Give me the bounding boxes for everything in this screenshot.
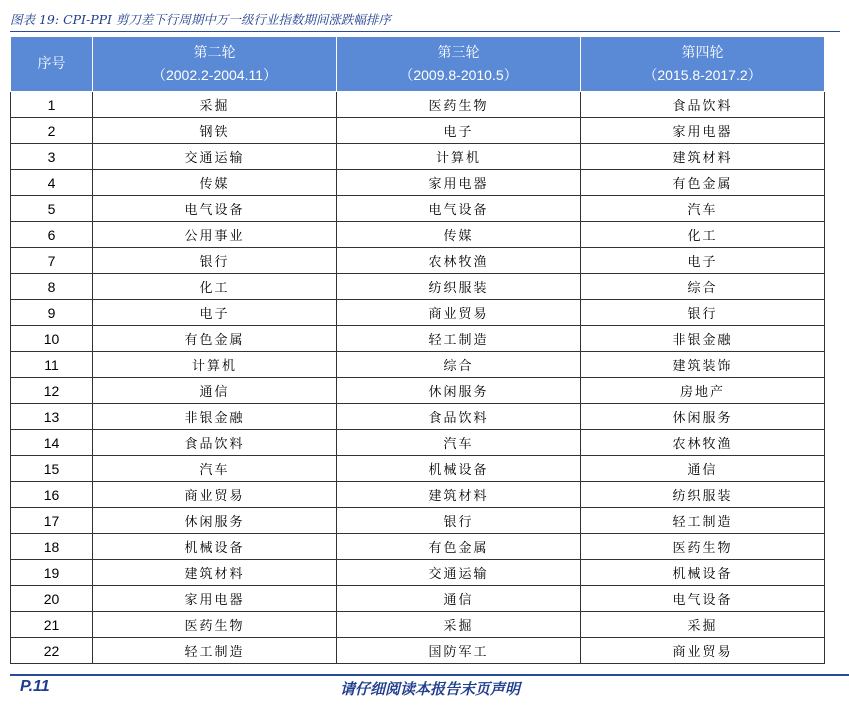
- round-2-cell: 银行: [93, 248, 337, 274]
- round-4-cell: 休闲服务: [581, 404, 825, 430]
- round-4-cell: 通信: [581, 456, 825, 482]
- header-cell-round-4: [581, 37, 825, 92]
- round-3-cell: 有色金属: [337, 534, 581, 560]
- rank-cell: 13: [11, 404, 93, 430]
- table-body: [11, 92, 825, 664]
- rank-cell: 16: [11, 482, 93, 508]
- round-2-cell: 通信: [93, 378, 337, 404]
- table-row: [11, 352, 825, 378]
- table-row: [11, 378, 825, 404]
- header-period: （2002.2-2004.11）: [151, 67, 278, 83]
- rank-cell: 22: [11, 638, 93, 664]
- rank-cell: 5: [11, 196, 93, 222]
- table-row: [11, 248, 825, 274]
- round-2-cell: 电子: [93, 300, 337, 326]
- round-4-cell: 电子: [581, 248, 825, 274]
- rank-cell: 14: [11, 430, 93, 456]
- table-row: [11, 482, 825, 508]
- table-header: [11, 37, 825, 92]
- rank-cell: 6: [11, 222, 93, 248]
- round-4-cell: 化工: [581, 222, 825, 248]
- rank-cell: 10: [11, 326, 93, 352]
- table-row: [11, 456, 825, 482]
- round-2-cell: 汽车: [93, 456, 337, 482]
- table-row: [11, 274, 825, 300]
- page-number: P.11: [20, 678, 50, 695]
- rank-cell: 21: [11, 612, 93, 638]
- header-cell-index: [11, 37, 93, 92]
- round-4-cell: 采掘: [581, 612, 825, 638]
- round-2-cell: 轻工制造: [93, 638, 337, 664]
- round-4-cell: 非银金融: [581, 326, 825, 352]
- round-3-cell: 电气设备: [337, 196, 581, 222]
- table-row: [11, 196, 825, 222]
- round-4-cell: 食品饮料: [581, 92, 825, 118]
- round-2-cell: 电气设备: [93, 196, 337, 222]
- rank-cell: 8: [11, 274, 93, 300]
- round-4-cell: 医药生物: [581, 534, 825, 560]
- round-2-cell: 传媒: [93, 170, 337, 196]
- ranking-table-container: [10, 36, 824, 664]
- footer-disclaimer: 请仔细阅读本报告末页声明: [340, 680, 521, 698]
- table-row: [11, 170, 825, 196]
- round-4-cell: 农林牧渔: [581, 430, 825, 456]
- round-3-cell: 交通运输: [337, 560, 581, 586]
- header-label: 第三轮: [437, 45, 480, 61]
- rank-cell: 17: [11, 508, 93, 534]
- round-2-cell: 医药生物: [93, 612, 337, 638]
- header-period: （2015.8-2017.2）: [643, 67, 762, 83]
- round-4-cell: 家用电器: [581, 118, 825, 144]
- header-label: 第二轮: [193, 45, 236, 61]
- round-2-cell: 公用事业: [93, 222, 337, 248]
- rank-cell: 1: [11, 92, 93, 118]
- round-3-cell: 轻工制造: [337, 326, 581, 352]
- round-3-cell: 商业贸易: [337, 300, 581, 326]
- table-row: [11, 404, 825, 430]
- round-2-cell: 建筑材料: [93, 560, 337, 586]
- header-row: [11, 37, 825, 92]
- round-4-cell: 银行: [581, 300, 825, 326]
- table-row: [11, 638, 825, 664]
- round-4-cell: 建筑材料: [581, 144, 825, 170]
- rank-cell: 2: [11, 118, 93, 144]
- round-2-cell: 机械设备: [93, 534, 337, 560]
- rank-cell: 15: [11, 456, 93, 482]
- round-4-cell: 有色金属: [581, 170, 825, 196]
- header-label: 第四轮: [681, 45, 724, 61]
- footer-divider: [10, 674, 849, 676]
- round-2-cell: 非银金融: [93, 404, 337, 430]
- round-2-cell: 化工: [93, 274, 337, 300]
- table-row: [11, 326, 825, 352]
- round-3-cell: 计算机: [337, 144, 581, 170]
- rank-cell: 18: [11, 534, 93, 560]
- round-2-cell: 家用电器: [93, 586, 337, 612]
- round-4-cell: 建筑装饰: [581, 352, 825, 378]
- round-2-cell: 有色金属: [93, 326, 337, 352]
- rank-cell: 3: [11, 144, 93, 170]
- round-2-cell: 钢铁: [93, 118, 337, 144]
- round-4-cell: 综合: [581, 274, 825, 300]
- table-row: [11, 586, 825, 612]
- header-period: （2009.8-2010.5）: [399, 67, 518, 83]
- round-3-cell: 休闲服务: [337, 378, 581, 404]
- rank-cell: 19: [11, 560, 93, 586]
- header-label: 序号: [37, 56, 66, 72]
- table-row: [11, 144, 825, 170]
- rank-cell: 20: [11, 586, 93, 612]
- round-3-cell: 银行: [337, 508, 581, 534]
- table-row: [11, 430, 825, 456]
- header-cell-round-2: [93, 37, 337, 92]
- round-3-cell: 国防军工: [337, 638, 581, 664]
- table-row: [11, 560, 825, 586]
- round-2-cell: 交通运输: [93, 144, 337, 170]
- rank-cell: 9: [11, 300, 93, 326]
- round-3-cell: 综合: [337, 352, 581, 378]
- rank-cell: 4: [11, 170, 93, 196]
- round-3-cell: 建筑材料: [337, 482, 581, 508]
- header-cell-round-3: [337, 37, 581, 92]
- round-3-cell: 农林牧渔: [337, 248, 581, 274]
- round-3-cell: 纺织服装: [337, 274, 581, 300]
- table-row: [11, 300, 825, 326]
- round-2-cell: 采掘: [93, 92, 337, 118]
- round-4-cell: 汽车: [581, 196, 825, 222]
- round-4-cell: 纺织服装: [581, 482, 825, 508]
- rank-cell: 7: [11, 248, 93, 274]
- round-4-cell: 轻工制造: [581, 508, 825, 534]
- round-4-cell: 商业贸易: [581, 638, 825, 664]
- round-2-cell: 休闲服务: [93, 508, 337, 534]
- table-row: [11, 534, 825, 560]
- table-row: [11, 222, 825, 248]
- rank-cell: 12: [11, 378, 93, 404]
- round-2-cell: 食品饮料: [93, 430, 337, 456]
- rank-cell: 11: [11, 352, 93, 378]
- round-2-cell: 计算机: [93, 352, 337, 378]
- table-row: [11, 118, 825, 144]
- round-3-cell: 电子: [337, 118, 581, 144]
- round-4-cell: 房地产: [581, 378, 825, 404]
- round-3-cell: 家用电器: [337, 170, 581, 196]
- table-row: [11, 92, 825, 118]
- table-row: [11, 612, 825, 638]
- round-2-cell: 商业贸易: [93, 482, 337, 508]
- round-3-cell: 传媒: [337, 222, 581, 248]
- round-3-cell: 通信: [337, 586, 581, 612]
- round-4-cell: 电气设备: [581, 586, 825, 612]
- round-3-cell: 采掘: [337, 612, 581, 638]
- round-4-cell: 机械设备: [581, 560, 825, 586]
- round-3-cell: 食品饮料: [337, 404, 581, 430]
- round-3-cell: 医药生物: [337, 92, 581, 118]
- round-3-cell: 汽车: [337, 430, 581, 456]
- round-3-cell: 机械设备: [337, 456, 581, 482]
- figure-title: 图表 19: CPI-PPI 剪刀差下行周期中万一级行业指数期间涨跌幅排序: [10, 8, 840, 32]
- table-row: [11, 508, 825, 534]
- ranking-table: [10, 36, 825, 664]
